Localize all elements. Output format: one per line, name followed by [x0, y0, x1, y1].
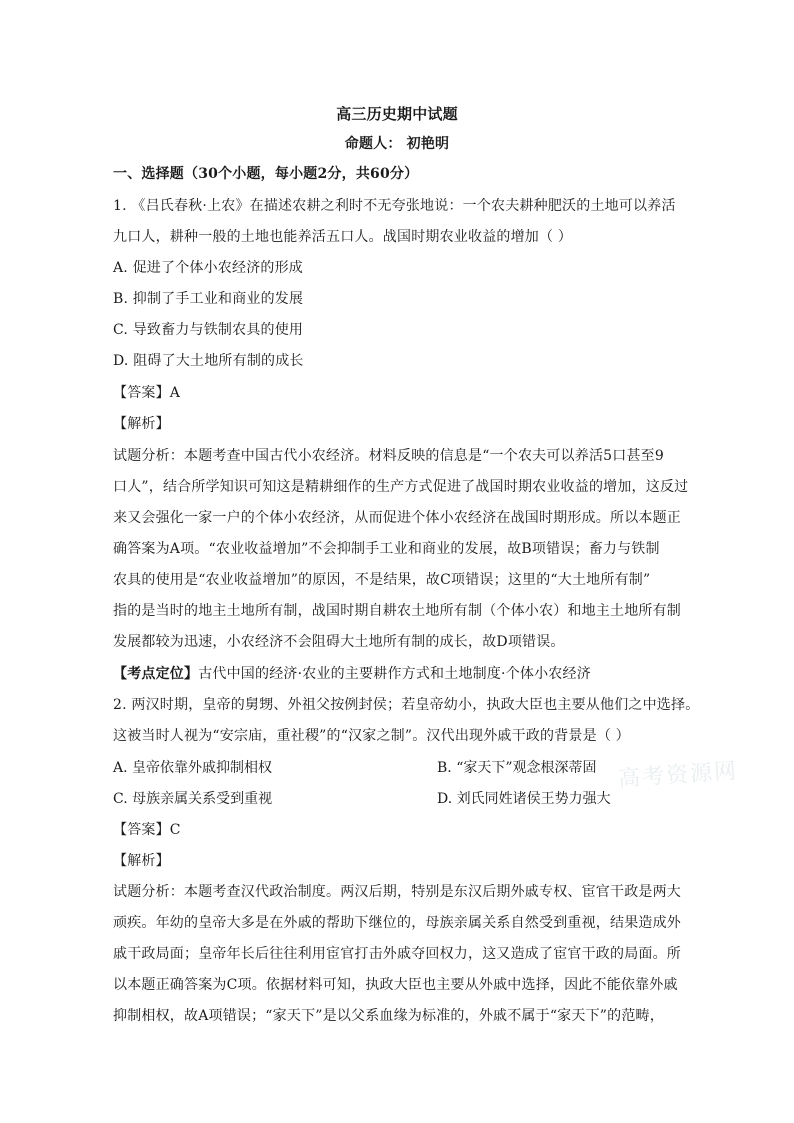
q2-analysis-line: 试题分析：本题考查汉代政治制度。两汉后期，特别是东汉后期外戚专权、宦官干政是两大 [113, 884, 681, 900]
q1-kaodian [113, 664, 591, 684]
q2-stem-line1: 2. 两汉时期，皇帝的舅甥、外祖父按例封侯；若皇帝幼小，执政大臣也主要从他们之中选择。 [113, 697, 700, 713]
q2-stem-line2: 这被当时人视为“安宗庙，重社稷”的“汉家之制”。汉代出现外戚干政的背景是（ ） [113, 728, 630, 744]
q2-analysis-line: 抑制相权，故A项错误；“家天下”是以父系血缘为标准的，外戚不属于“家天下”的范畴， [113, 1008, 664, 1024]
q1-answer: 【答案】A [113, 385, 181, 401]
q1-stem-line2: 九口人，耕种一般的土地也能养活五口人。战国时期农业收益的增加（ ） [113, 229, 573, 245]
q2-analysis-label: 【解析】 [113, 853, 170, 869]
q1-option-c: C. 导致畜力与铁制农具的使用 [113, 322, 304, 338]
q1-stem-line1: 1. 《吕氏春秋·上农》在描述农耕之利时不无夸张地说：一个农夫耕种肥沃的土地可以养活 [113, 198, 676, 214]
author-label: 命题人： [344, 136, 402, 152]
q2-option-a: A. 皇帝依靠外戚抑制相权 [113, 760, 273, 776]
q1-option-d: D. 阻碍了大土地所有制的成长 [113, 353, 304, 369]
q1-analysis-line: 发展都较为迅速，小农经济不会阻碍大土地所有制的成长，故D项错误。 [113, 634, 565, 650]
q2-answer: 【答案】C [113, 822, 181, 838]
author-name: 初艳明 [406, 136, 450, 152]
watermark: 高考资源网 [617, 758, 739, 793]
author-line [0, 134, 794, 154]
q1-analysis-line: 口人”，结合所学知识可知这是精耕细作的生产方式促进了战国时期农业收益的增加，这反过 [113, 479, 689, 495]
q1-analysis-line: 确答案为A项。“农业收益增加”不会抑制手工业和商业的发展，故B项错误；畜力与铁制 [113, 541, 660, 557]
q1-kaodian-text: 古代中国的经济·农业的主要耕作方式和土地制度·个体小农经济 [198, 666, 591, 682]
q2-option-b: B. “家天下”观念根深蒂固 [437, 760, 597, 776]
section-heading: 一、选择题（30个小题，每小题2分，共60分） [113, 166, 419, 182]
q2-option-d: D. 刘氏同姓诸侯王势力强大 [437, 791, 611, 807]
q2-option-c: C. 母族亲属关系受到重视 [113, 791, 273, 807]
q1-kaodian-label: 【考点定位】 [113, 666, 199, 682]
q1-option-a: A. 促进了个体小农经济的形成 [113, 260, 304, 276]
q1-analysis-line: 农具的使用是“农业收益增加”的原因，不是结果，故C项错误；这里的“大土地所有制” [113, 572, 651, 588]
q1-option-b: B. 抑制了手工业和商业的发展 [113, 291, 304, 307]
q2-analysis-line: 戚干政局面；皇帝年长后往往利用宦官打击外戚夺回权力，这又造成了宦官干政的局面。所 [113, 946, 681, 962]
page-title: 高三历史期中试题 [336, 105, 458, 123]
q1-analysis-line: 指的是当时的地主土地所有制，战国时期自耕农土地所有制（个体小农）和地主土地所有制 [113, 603, 681, 619]
q1-analysis-line: 试题分析：本题考查中国古代小农经济。材料反映的信息是“一个农夫可以养活5口甚至9 [113, 448, 664, 464]
q1-analysis-label: 【解析】 [113, 416, 170, 432]
q2-analysis-line: 以本题正确答案为C项。依据材料可知，执政大臣也主要从外戚中选择，因此不能依靠外戚 [113, 977, 678, 993]
q1-analysis-line: 来又会强化一家一户的个体小农经济，从而促进个体小农经济在战国时期形成。所以本题正 [113, 510, 681, 526]
q2-analysis-line: 顽疾。年幼的皇帝大多是在外戚的帮助下继位的，母族亲属关系自然受到重视，结果造成外 [113, 915, 681, 931]
